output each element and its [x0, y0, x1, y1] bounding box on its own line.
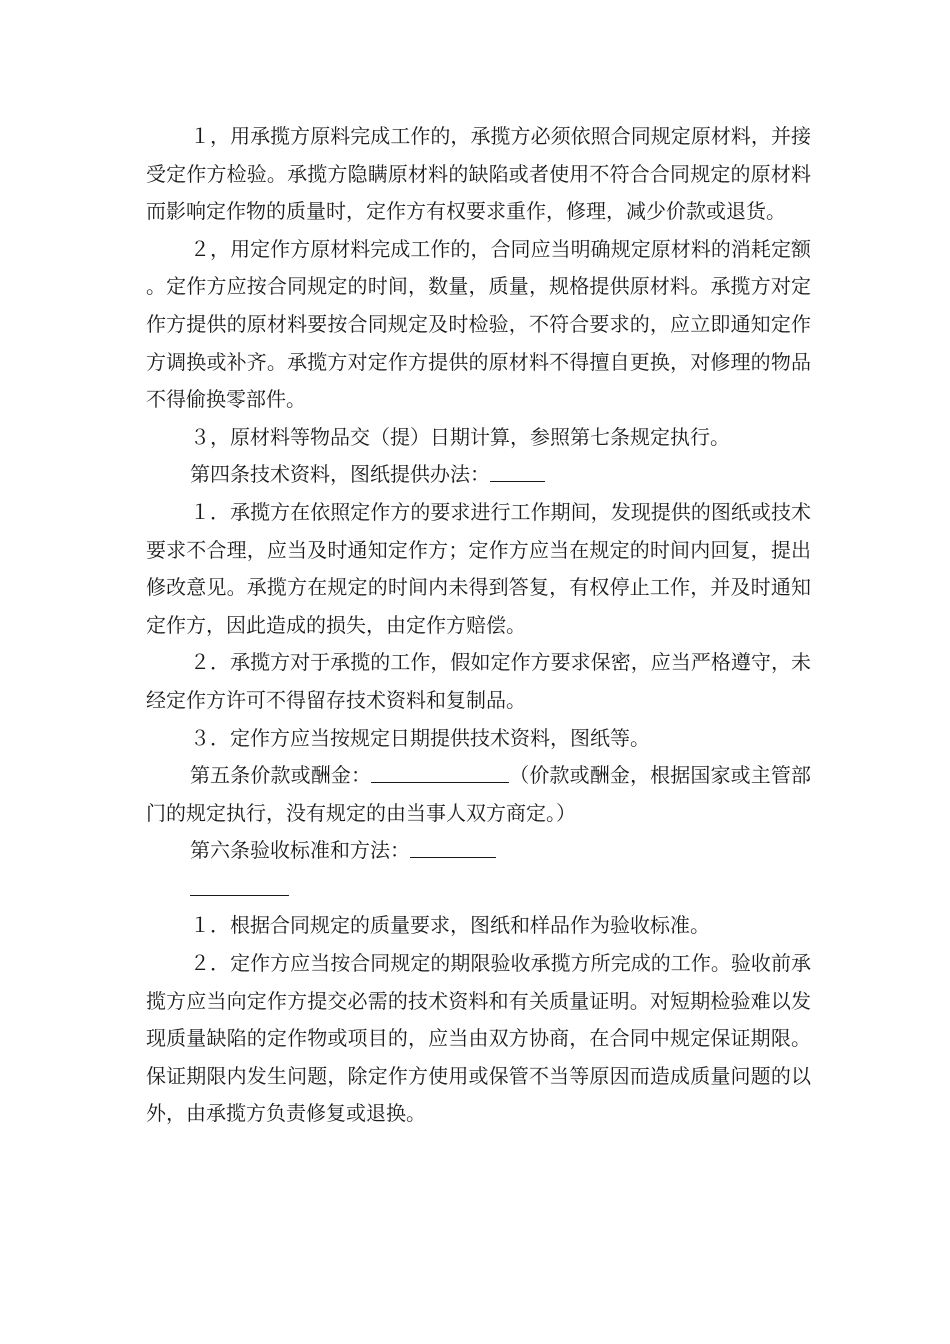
paragraph-text: １．根据合同规定的质量要求，图纸和样品作为验收标准。: [190, 913, 710, 938]
paragraph-text: ３，原材料等物品交（提）日期计算，参照第七条规定执行。: [190, 424, 730, 449]
fill-in-blank[interactable]: [490, 460, 545, 482]
document-body: [146, 118, 811, 1133]
paragraph-text: 第六条验收标准和方法：: [190, 838, 410, 863]
fill-in-blank[interactable]: [410, 836, 496, 858]
paragraph-text: （价款或酬金，根据国家或主管部门的规定执行，没有规定的由当事人双方商定。）: [146, 763, 811, 825]
fill-in-blank[interactable]: [190, 874, 289, 896]
paragraph-text: ２，用定作方原材料完成工作的，合同应当明确规定原材料的消耗定额。定作方应按合同规定的时间，数量，质量，规格提供原材料。承揽方对定作方提供的原材料要按合同规定及时检验，不符合要求的，应立即通知定作方调换或补齐。承揽方对定作方提供的原材料不得擅自更换，对修理的物品不得偷换零部件。: [146, 236, 811, 412]
paragraph-text: ３．定作方应当按规定日期提供技术资料，图纸等。: [190, 725, 650, 750]
paragraph-text: 第四条技术资料，图纸提供办法：: [190, 462, 490, 487]
clause-material-contractor: [146, 118, 811, 231]
clause-acceptance-period: [146, 945, 811, 1133]
clause-tech-data-delivery: [146, 720, 811, 758]
clause-drawings-review: [146, 494, 811, 644]
article-5-heading: [146, 757, 811, 832]
blank-line: [146, 870, 811, 908]
clause-confidentiality: [146, 644, 811, 719]
paragraph-text: １．承揽方在依照定作方的要求进行工作期间，发现提供的图纸或技术要求不合理，应当及时通知定作方；定作方应当在规定的时间内回复，提出修改意见。承揽方在规定的时间内未得到答复，有权停止工作，并及时通知定作方，因此造成的损失，由定作方赔偿。: [146, 499, 811, 637]
fill-in-blank[interactable]: [371, 761, 509, 783]
paragraph-text: １，用承揽方原料完成工作的，承揽方必须依照合同规定原材料，并接受定作方检验。承揽方隐瞒原材料的缺陷或者使用不符合合同规定的原材料而影响定作物的质量时，定作方有权要求重作，修理，减少价款或退货。: [146, 124, 811, 224]
article-6-heading: [146, 832, 811, 870]
clause-material-client: [146, 231, 811, 419]
paragraph-text: ２．定作方应当按合同规定的期限验收承揽方所完成的工作。验收前承揽方应当向定作方提交必需的技术资料和有关质量证明。对短期检验难以发现质量缺陷的定作物或项目的，应当由双方协商，在合同中规定保证期限。保证期限内发生问题，除定作方使用或保管不当等原因而造成质量问题的以外，由承揽方负责修复或退换。: [146, 951, 811, 1126]
paragraph-text: ２．承揽方对于承揽的工作，假如定作方要求保密，应当严格遵守，未经定作方许可不得留存技术资料和复制品。: [146, 650, 811, 712]
clause-delivery-date: [146, 419, 811, 457]
clause-acceptance-standard: [146, 907, 811, 945]
article-4-heading: [146, 456, 811, 494]
paragraph-text: 第五条价款或酬金：: [190, 763, 372, 788]
